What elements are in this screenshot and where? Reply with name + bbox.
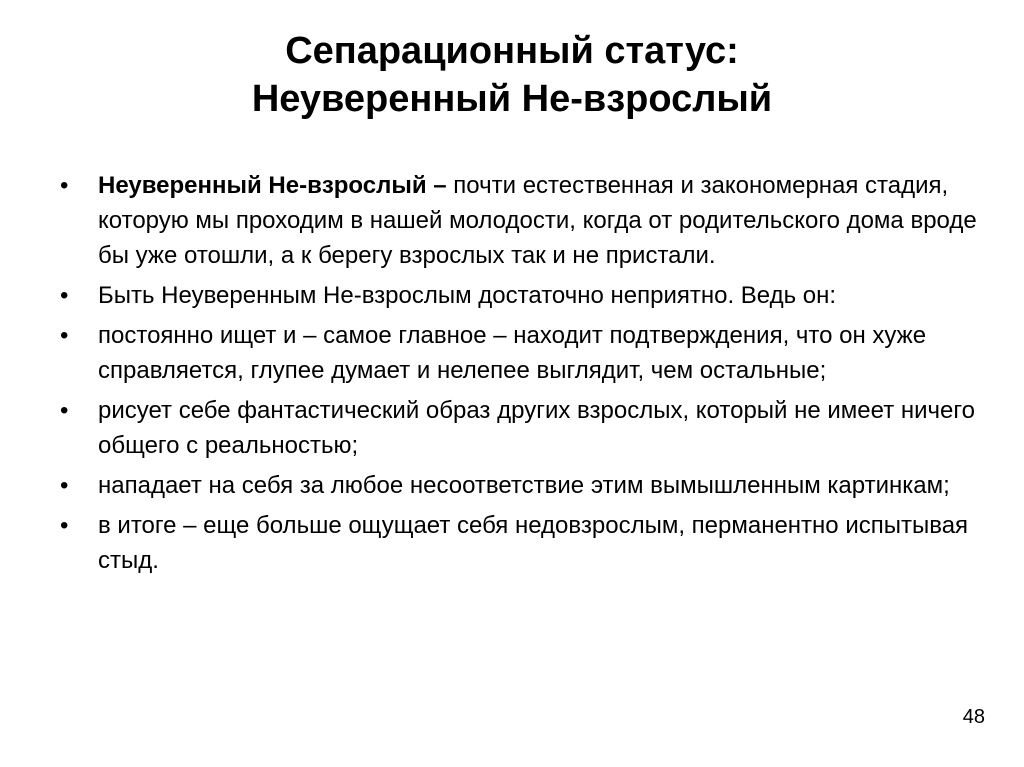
bullet-text: Быть Неуверенным Не-взрослым достаточно неприятно. Ведь он: (98, 282, 837, 309)
bullet-list (60, 168, 990, 583)
bullet-icon: • (60, 397, 69, 424)
bullet-item (60, 318, 990, 388)
bullet-bold-text: Неуверенный Не-взрослый – (98, 172, 447, 199)
bullet-item (60, 468, 990, 503)
bullet-item (60, 278, 990, 313)
page-number: 48 (962, 706, 985, 728)
bullet-item (60, 168, 990, 273)
bullet-text: нападает на себя за любое несоответствие этим вымышленным картинкам; (98, 472, 950, 499)
bullet-item (60, 393, 990, 463)
bullet-icon: • (60, 172, 69, 199)
slide-title (0, 27, 1024, 123)
bullet-icon: • (60, 472, 69, 499)
bullet-icon: • (60, 512, 69, 539)
bullet-icon: • (60, 322, 69, 349)
bullet-text: почти естественная и закономерная стадия, которую мы проходим в нашей молодости, когда от родительского дома вроде бы уже отошли, а к берегу взрослых так и не пристали. (98, 172, 977, 269)
title-line-2: Неуверенный Не-взрослый (251, 78, 773, 120)
bullet-text: в итоге – еще больше ощущает себя недовзрослым, перманентно испытывая стыд. (98, 512, 969, 574)
bullet-text: рисует себе фантастический образ других взрослых, который не имеет ничего общего с реальностью; (98, 397, 975, 459)
title-line-1: Сепарационный статус: (285, 30, 739, 72)
bullet-icon: • (60, 282, 69, 309)
bullet-item (60, 508, 990, 578)
bullet-text: постоянно ищет и – самое главное – находит подтверждения, что он хуже справляется, глупее думает и нелепее выглядит, чем остальные; (98, 322, 927, 384)
